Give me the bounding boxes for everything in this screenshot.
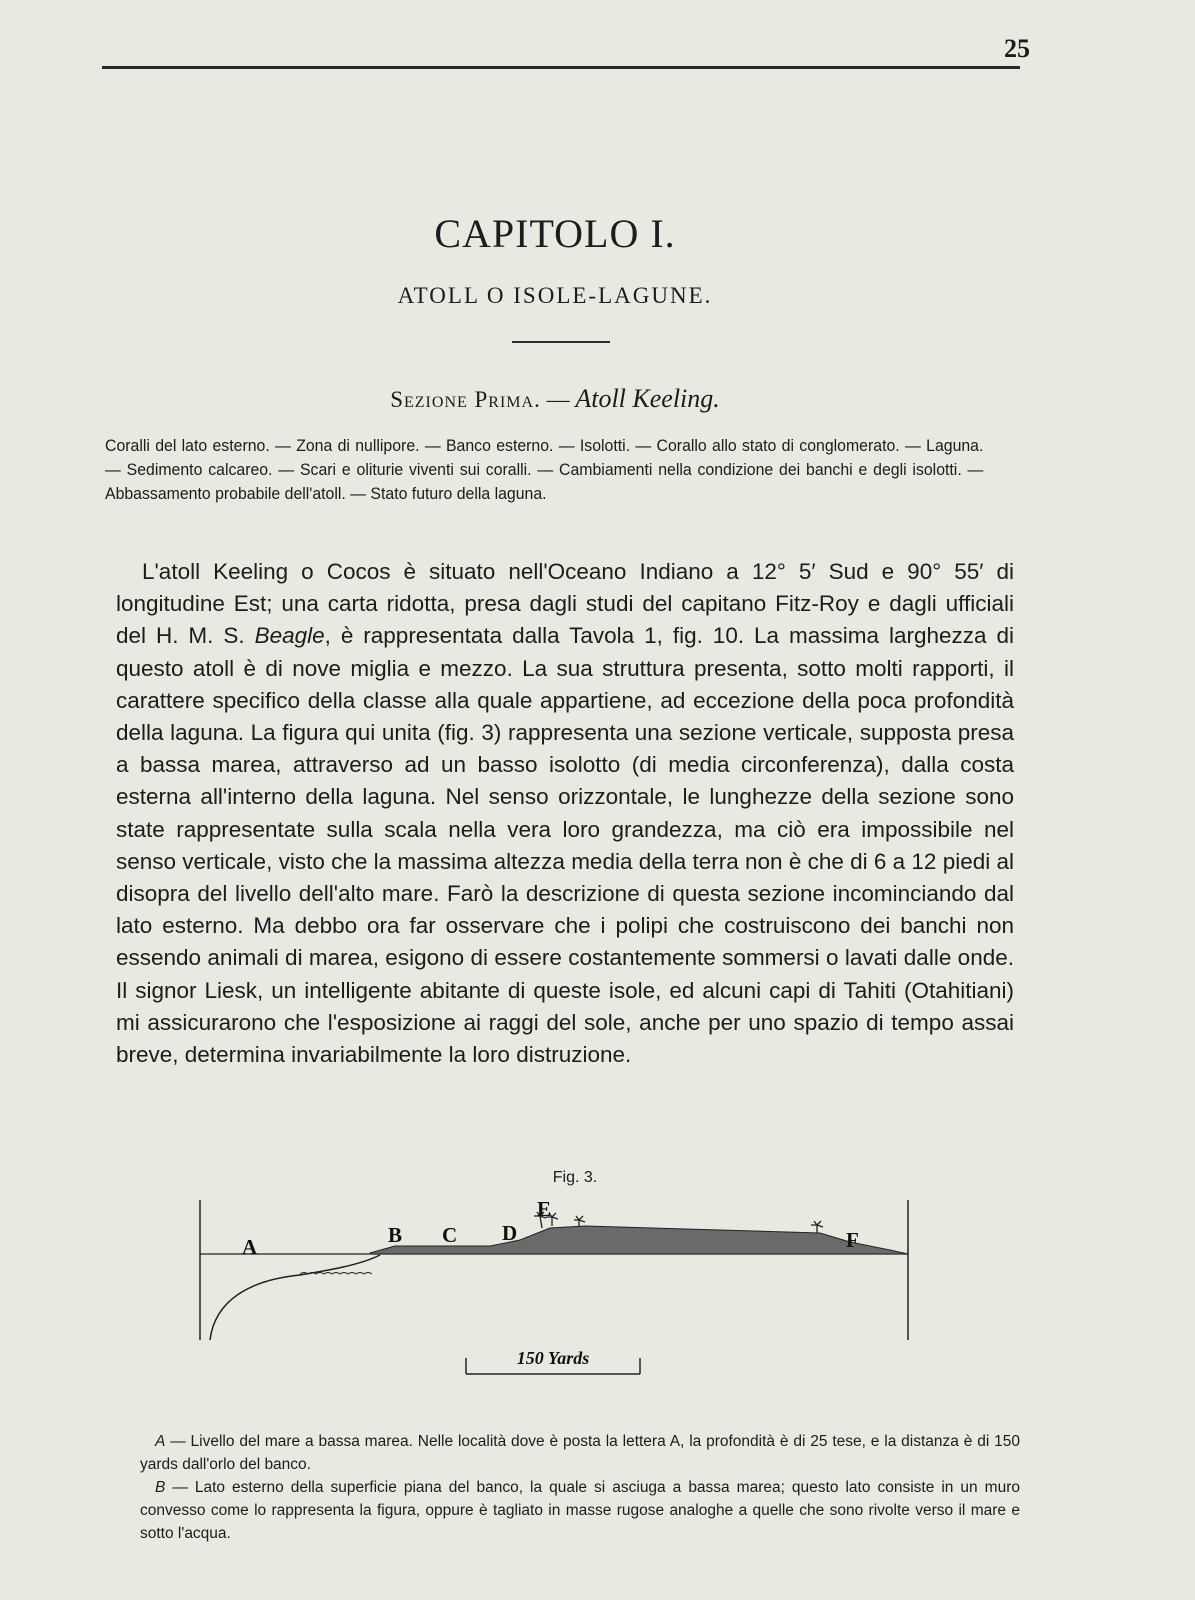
footnote-b [140,1476,1020,1545]
chapter-summary: Coralli del lato esterno. — Zona di nullipore. — Banco esterno. — Isolotti. — Corallo allo stato di conglomerato. — Laguna. — Sedimento calcareo. — Scari e oliturie viventi sui coralli. — Cambiamenti nella condizione dei banchi e degli isolotti. — Abbassamento probabile dell'atoll. — Stato futuro della laguna. [105,437,984,503]
body-text-part1: L'atoll Keeling o Cocos è situato nell'Oceano Indiano a 12° 5′ Sud e 90° 55′ di longitudine Est; una carta ridotta, presa dagli studi del capitano Fitz-Roy e dagli ufficiali del H. M. S. [116,559,1014,649]
header-rule [102,66,1020,69]
figure-letter-f: F [846,1228,859,1252]
section-label: Sezione Prima. [390,387,541,412]
body-paragraph [116,556,1014,1071]
figure-letter-e: E [537,1197,552,1221]
section-dash: — [546,387,570,412]
section-heading [0,384,1110,414]
body-text-part2: , è rappresentata dalla Tavola 1, fig. 10. La massima larghezza di questo atoll è di nove miglia e mezzo. La sua struttura presenta, sotto molti rapporti, il carattere specifico della classe alla quale appartiene, ad eccezione della poca profondità della laguna. La figura qui unita (fig. 3) rappresenta una sezione verticale, supposta presa a bassa marea, attraverso ad un basso isolotto (di media circonferenza), dalla costa esterna all'interno della laguna. Nel senso orizzontale, le lunghezze della sezione sono state rappresentate sulla scala nella vera loro grandezza, ma ciò era impossibile nel senso verticale, visto che la massima altezza media della terra non è che di 6 a 12 piedi al disopra del livello dell'alto mare. Farò la descrizione di questa sezione incominciando dal lato esterno. Ma debbo ora far osservare che i polipi che costruiscono dei banchi non essendo animali di marea, esigono di essere costantemente sommersi o lavati dalle onde. Il signor Liesk, un intelligente abitante di queste isole, ed alcuni capi di Tahiti (Otahitiani) mi assicurarono che l'esposizione ai raggi del sole, anche per uno spazio di tempo assai breve, determina invariabilmente la loro distruzione. [116,623,1014,1068]
palm-tree-icon [574,1216,585,1226]
ship-name: Beagle [254,623,325,649]
footnote-key: A [155,1433,166,1450]
title-rule [512,341,610,343]
footnote-text: — Lato esterno della superficie piana del banco, la quale si asciuga a bassa marea; questo lato consiste in un muro convesso come lo rappresenta la figura, oppure è tagliato in masse rugose analoghe a quelle che sono rivolte verso il mare e sotto l'acqua. [140,1479,1020,1542]
palm-tree-icon [811,1221,823,1233]
footnote-a [140,1430,1020,1476]
figure-letter-d: D [502,1221,518,1245]
footnote-key: B [155,1479,166,1496]
atoll-section-figure [190,1190,930,1420]
figure-label: Fig. 3. [552,1169,598,1186]
figure-letter-a: A [242,1235,258,1259]
figure-letter-b: B [388,1223,403,1247]
page-number: 25 [1004,34,1030,63]
outer-slope [210,1255,380,1340]
figure-letter-c: C [442,1223,458,1247]
chapter-subtitle: ATOLL O ISOLE-LAGUNE. [397,283,713,308]
section-name: Atoll Keeling. [575,384,720,413]
scale-label: 150 Yards [516,1348,590,1368]
footnote-text: — Livello del mare a bassa marea. Nelle località dove è posta la lettera A, la profondità è di 25 tese, e la distanza è di 150 yards dall'orlo del banco. [140,1433,1020,1473]
footnotes [140,1430,1020,1545]
chapter-title: CAPITOLO I. [434,211,676,256]
